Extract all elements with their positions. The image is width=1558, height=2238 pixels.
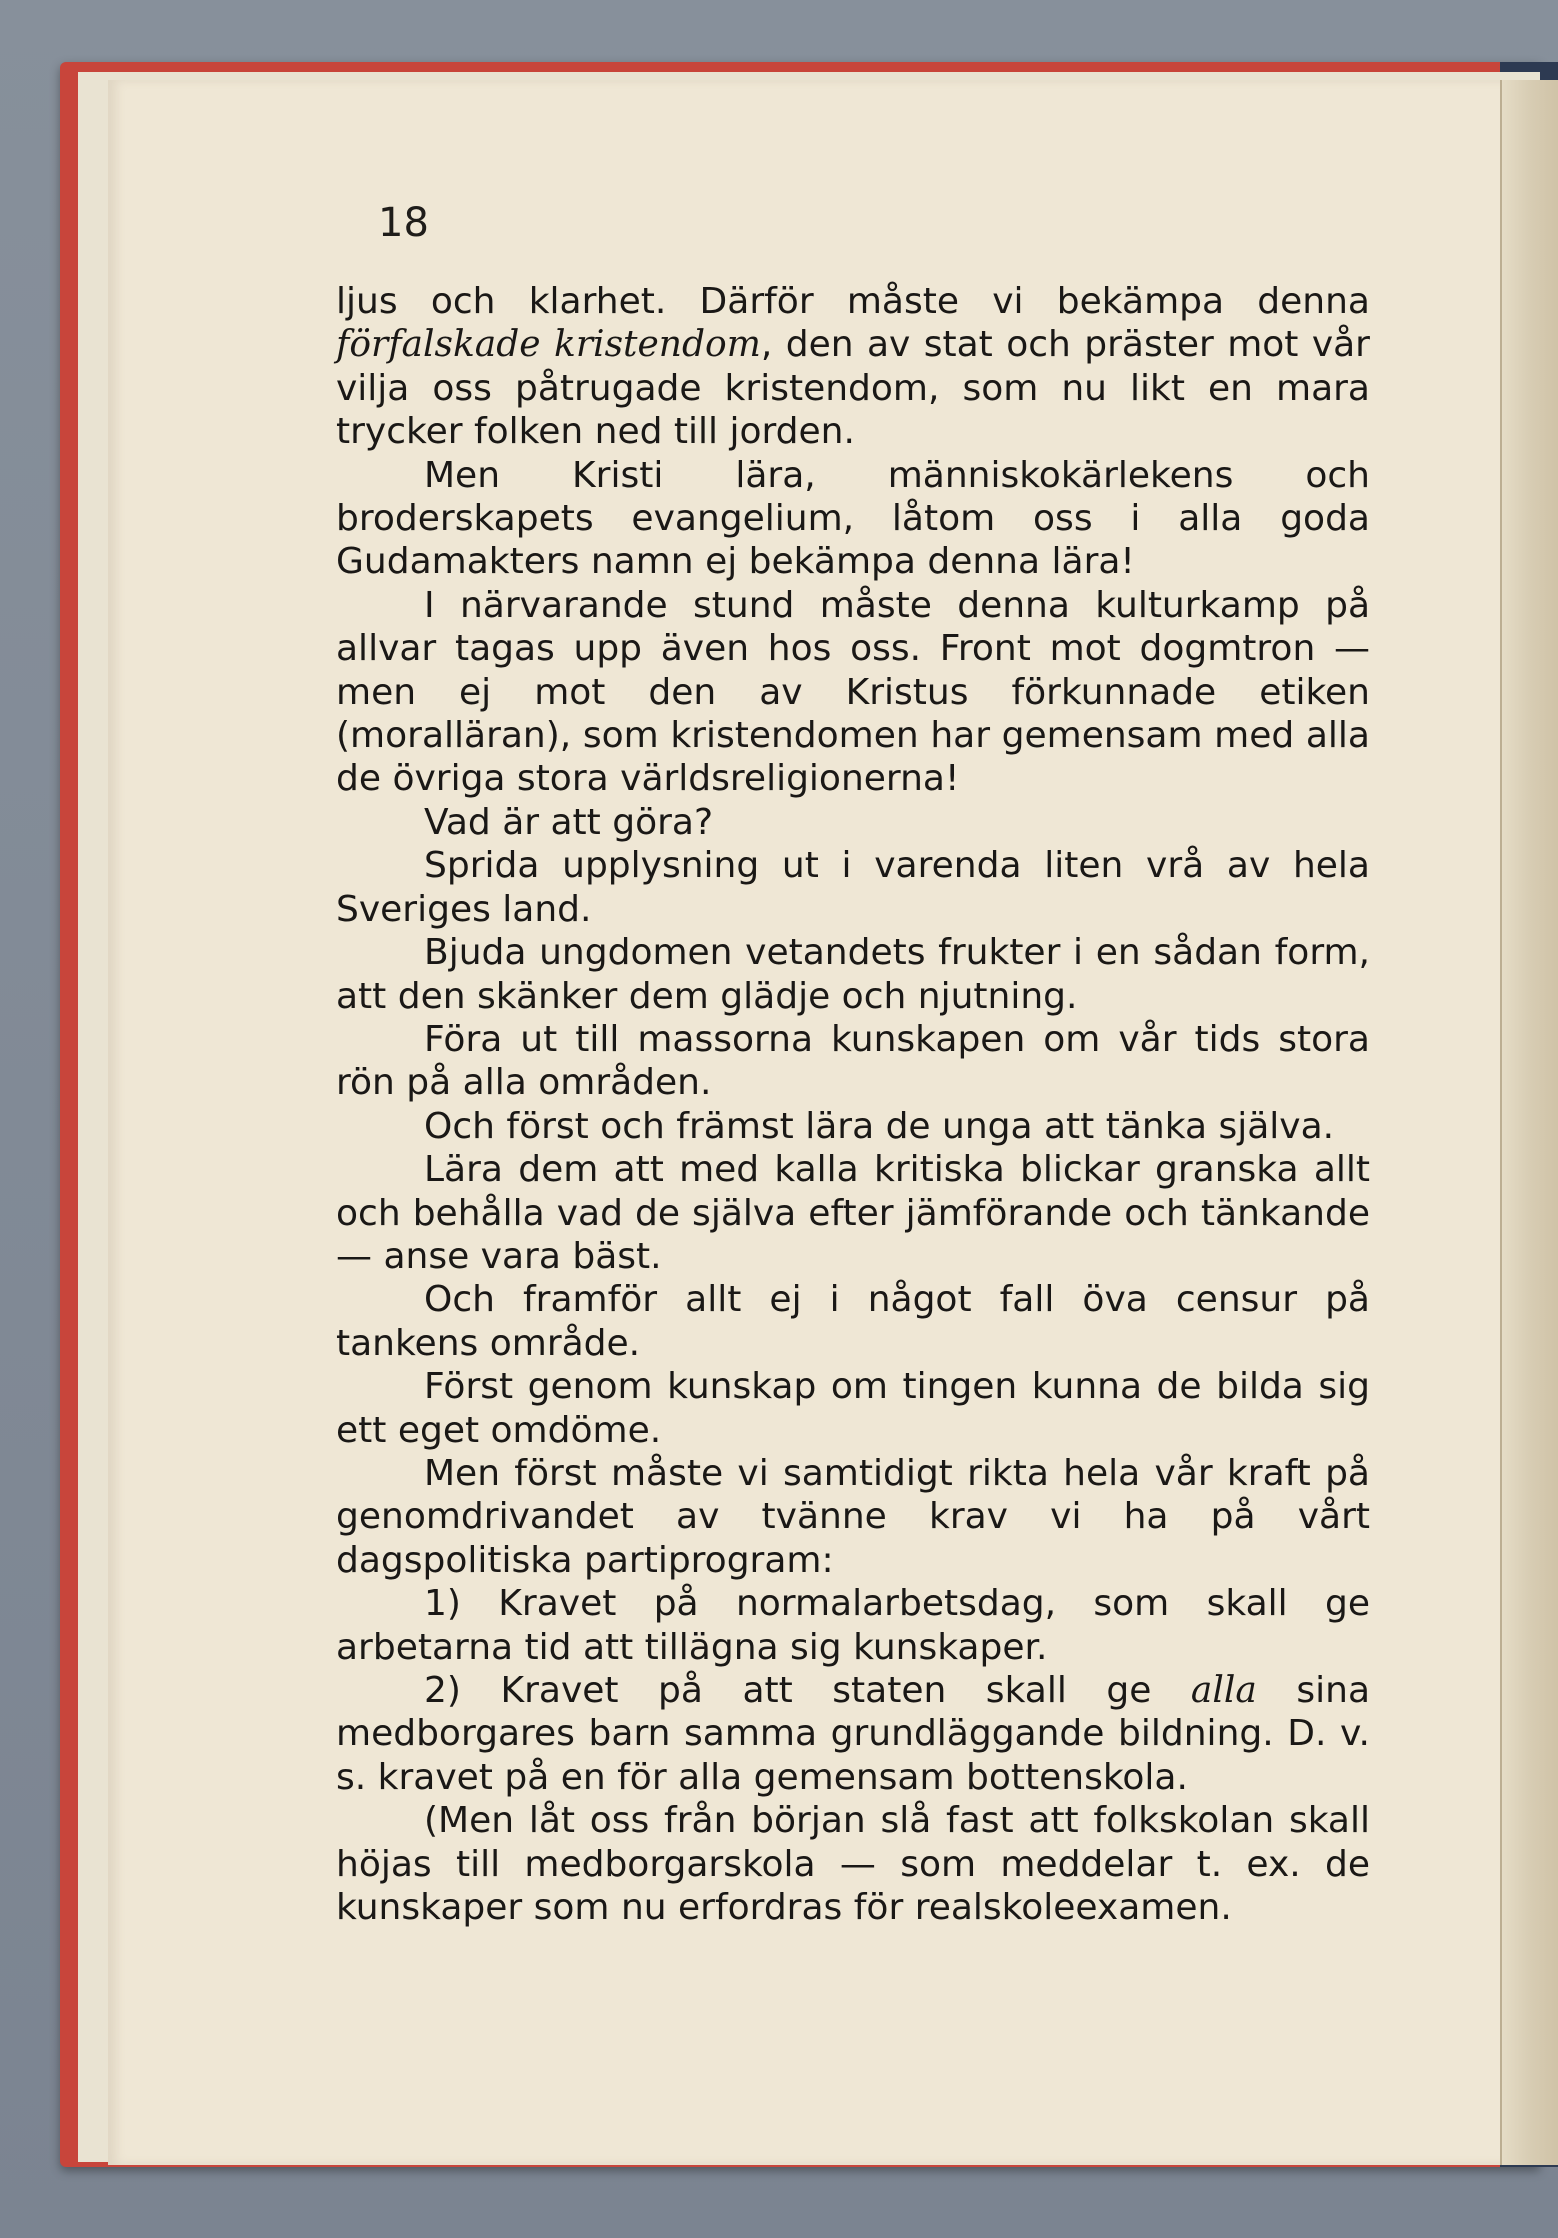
paragraph [336, 280, 1370, 454]
paragraph [336, 1105, 1370, 1148]
paragraph [336, 1452, 1370, 1582]
text-run: Först genom kunskap om tingen kunna de bilda sig ett eget omdöme. [336, 1366, 1370, 1451]
page-gutter [1500, 80, 1558, 2165]
paragraph [336, 1365, 1370, 1452]
text-run: sina medborgares barn samma grundläggande bildning. D. v. s. kravet på en för alla gemensam bottenskola. [336, 1670, 1370, 1798]
paragraph [336, 801, 1370, 844]
text-run: Och först och främst lära de unga att tänka själva. [424, 1105, 1335, 1147]
paragraph [336, 1148, 1370, 1278]
text-run: ljus och klarhet. Därför måste vi bekämpa denna [336, 281, 1370, 322]
text-run: 2) Kravet på att staten skall ge [424, 1670, 1191, 1711]
text-run: Sprida upplysning ut i varenda liten vrå av hela Sveriges land. [336, 845, 1370, 930]
text-run: Bjuda ungdomen vetandets frukter i en sådan form, att den skänker dem glädje och njutning. [336, 932, 1370, 1017]
paragraph [336, 931, 1370, 1018]
text-run: Föra ut till massorna kunskapen om vår tids stora rön på alla områden. [336, 1018, 1370, 1104]
paragraph [336, 584, 1370, 801]
text-run: I närvarande stund måste denna kulturkamp på allvar tagas upp även hos oss. Front mot dogmtron — men ej mot den av Kristus förkunnade etiken (moralläran), som kristendomen har gemensam med alla de övriga stora världsreligionerna! [336, 584, 1370, 800]
text-run: Och framför allt ej i något fall öva censur på tankens område. [336, 1279, 1370, 1364]
text-run: Men Kristi lära, människokärlekens och broderskapets evangelium, låtom oss i alla goda Gudamakters namn ej bekämpa denna lära! [336, 454, 1370, 583]
text-run: Lära dem att med kalla kritiska blickar granska allt och behålla vad de själva efter jämförande och tänkande — anse vara bäst. [336, 1149, 1370, 1277]
text-run: Vad är att göra? [424, 801, 714, 843]
paragraph [336, 1669, 1370, 1799]
paragraph [336, 1278, 1370, 1365]
text-run: , den av stat och präster mot vår vilja oss påtrugade kristendom, som nu likt en mara trycker folken ned till jorden. [336, 324, 1370, 453]
paragraph [336, 454, 1370, 584]
paragraph [336, 1582, 1370, 1669]
text-run: 1) Kravet på normalarbetsdag, som skall ge arbetarna tid att tillägna sig kunskaper. [336, 1583, 1370, 1668]
body-text [336, 280, 1370, 1929]
paragraph [336, 1799, 1370, 1929]
paragraph [336, 1018, 1370, 1105]
page-number: 18 [378, 200, 429, 246]
text-run: Men först måste vi samtidigt rikta hela vår kraft på genomdrivandet av tvänne krav vi ha på vårt dagspolitiska partiprogram: [336, 1452, 1370, 1581]
paragraph [336, 844, 1370, 931]
text-run: (Men låt oss från början slå fast att folkskolan skall höjas till medborgarskola — som meddelar t. ex. de kunskaper som nu erfordras för realskoleexamen. [336, 1800, 1370, 1929]
italic-text: förfalskade kristendom [336, 324, 761, 366]
italic-text: alla [1190, 1670, 1257, 1711]
